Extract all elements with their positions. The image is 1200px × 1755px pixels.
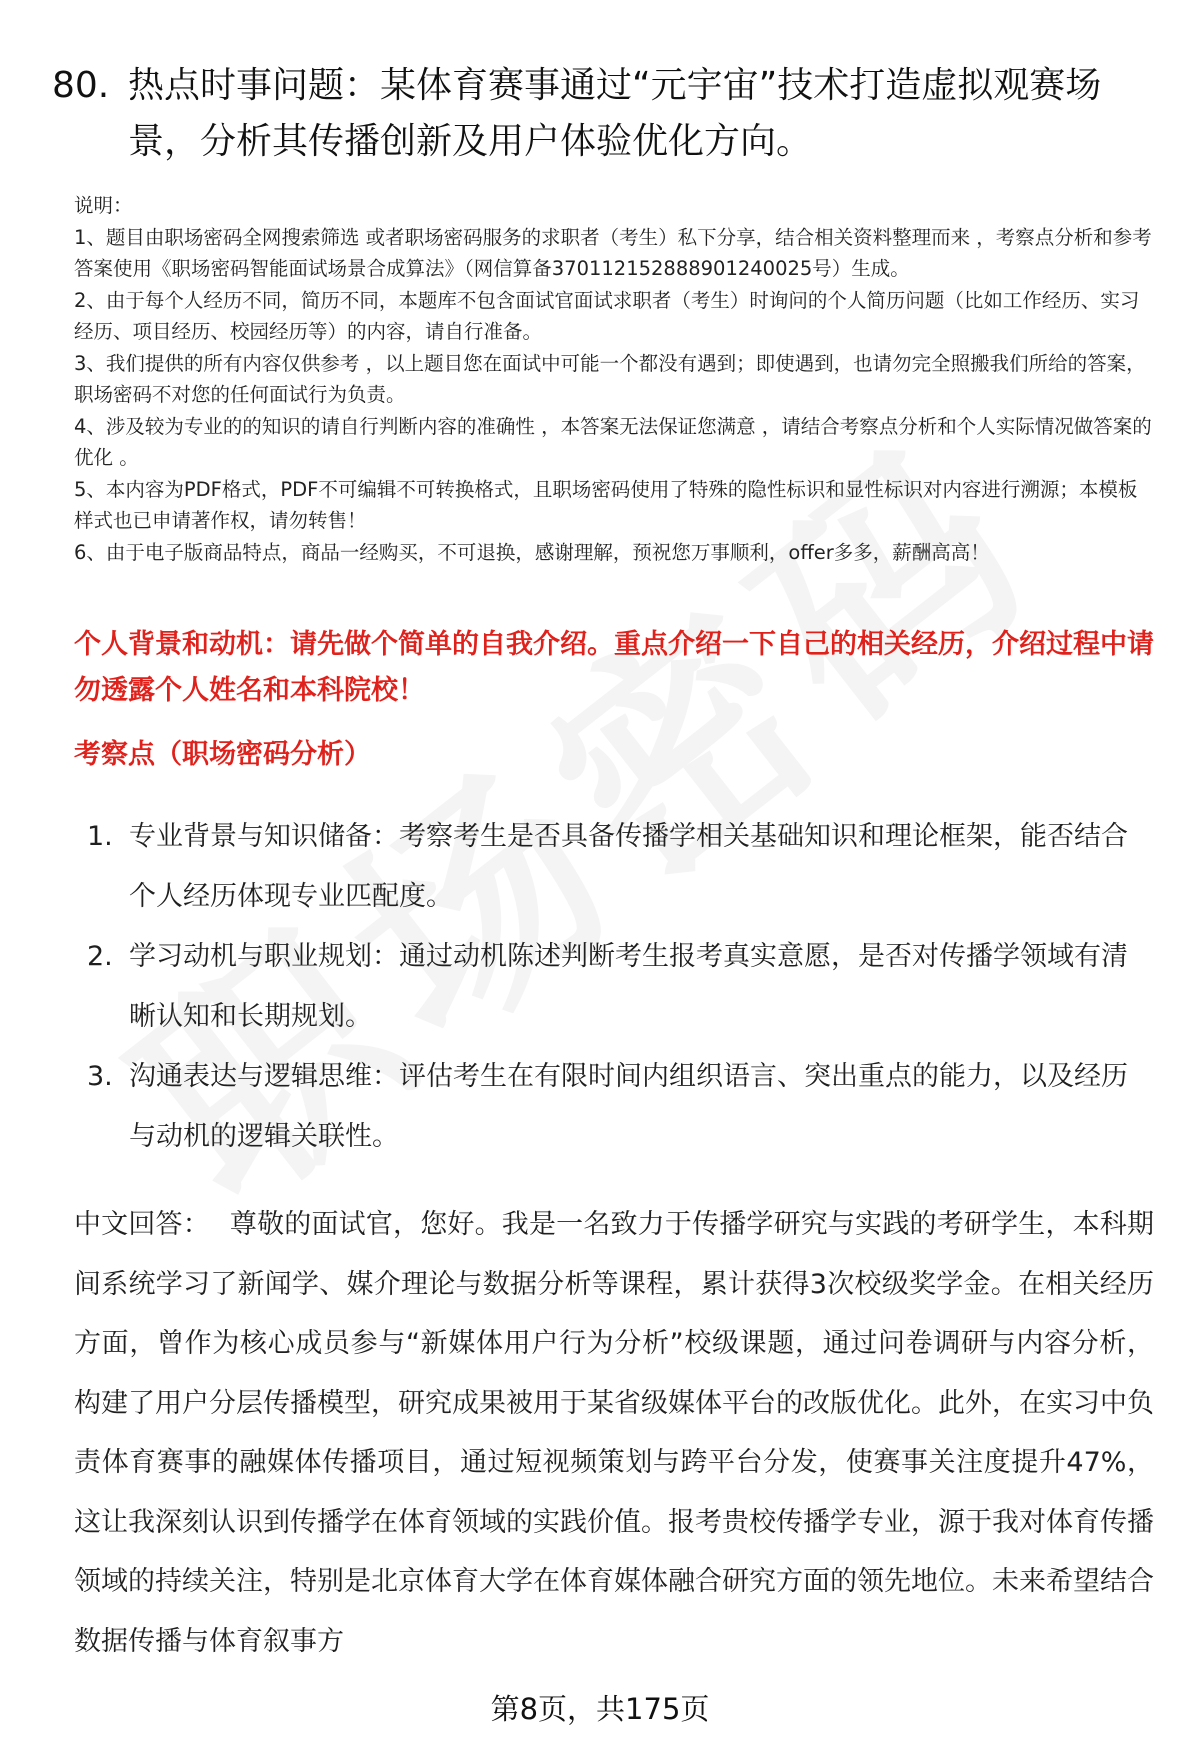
note-item: 2、由于每个人经历不同，简历不同，本题库不包含面试官面试求职者（考生）时询问的个人简历问题（比如工作经历、实习经历、项目经历、校园经历等）的内容，请自行准备。 xyxy=(74,288,1140,343)
page-footer: 第8页，共175页 xyxy=(490,1692,710,1726)
question-title xyxy=(52,58,1152,170)
item-number: 1. xyxy=(87,821,113,852)
background-heading: 个人背景和动机：请先做个简单的自我介绍。重点介绍一下自己的相关经历，介绍过程中请勿透露个人姓名和本科院校！ xyxy=(74,629,1154,706)
question-number: 80. xyxy=(52,65,110,106)
answer-label: 中文回答： xyxy=(74,1209,210,1240)
answer-paragraph xyxy=(74,1195,1154,1671)
notes-heading: 说明： xyxy=(74,194,133,217)
item-text: 沟通表达与逻辑思维：评估考生在有限时间内组织语言、突出重点的能力，以及经历与动机的逻辑关联性。 xyxy=(129,1061,1128,1152)
list-item xyxy=(74,807,1154,927)
note-item: 3、我们提供的所有内容仅供参考 ，以上题目您在面试中可能一个都没有遇到；即使遇到，也请勿完全照搬我们所给的答案，职场密码不对您的任何面试行为负责。 xyxy=(74,351,1146,406)
points-heading: 考察点（职场密码分析） xyxy=(74,739,371,770)
notes-block xyxy=(74,190,1154,568)
note-item: 4、涉及较为专业的的知识的请自行判断内容的准确性 ，本答案无法保证您满意 ，请结合考察点分析和个人实际情况做答案的优化 。 xyxy=(74,414,1152,469)
answer-text: 尊敬的面试官，您好。我是一名致力于传播学研究与实践的考研学生，本科期间系统学习了新闻学、媒介理论与数据分析等课程，累计获得3次校级奖学金。在相关经历方面，曾作为核心成员参与“新媒体用户行为分析”校级课题，通过问卷调研与内容分析，构建了用户分层传播模型，研究成果被用于某省级媒体平台的改版优化。此外，在实习中负责体育赛事的融媒体传播项目，通过短视频策划与跨平台分发，使赛事关注度提升47%，这让我深刻认识到传播学在体育领域的实践价值。报考贵校传播学专业，源于我对体育传播领域的持续关注，特别是北京体育大学在体育媒体融合研究方面的领先地位。未来希望结合数据传播与体育叙事方 xyxy=(74,1209,1154,1657)
list-item xyxy=(74,1047,1154,1167)
note-item: 5、本内容为PDF格式，PDF不可编辑不可转换格式，且职场密码使用了特殊的隐性标识和显性标识对内容进行溯源；本模板样式也已申请著作权，请勿转售！ xyxy=(74,477,1138,532)
list-item xyxy=(74,927,1154,1047)
item-text: 学习动机与职业规划：通过动机陈述判断考生报考真实意愿，是否对传播学领域有清晰认知和长期规划。 xyxy=(129,941,1128,1032)
note-item: 1、题目由职场密码全网搜索筛选 或者职场密码服务的求职者（考生）私下分享，结合相关资料整理而来 ，考察点分析和参考答案使用《职场密码智能面试场景合成算法》（网信算备370112152888901240025号）生成。 xyxy=(74,225,1152,280)
item-text: 专业背景与知识储备：考察考生是否具备传播学相关基础知识和理论框架，能否结合个人经历体现专业匹配度。 xyxy=(129,821,1128,912)
note-item: 6、由于电子版商品特点，商品一经购买，不可退换，感谢理解，预祝您万事顺利，offer多多，薪酬高高！ xyxy=(74,540,990,564)
item-number: 3. xyxy=(87,1061,113,1092)
item-number: 2. xyxy=(87,941,113,972)
question-text: 热点时事问题：某体育赛事通过“元宇宙”技术打造虚拟观赛场景，分析其传播创新及用户体验优化方向。 xyxy=(128,65,1102,162)
points-list xyxy=(74,807,1154,1167)
